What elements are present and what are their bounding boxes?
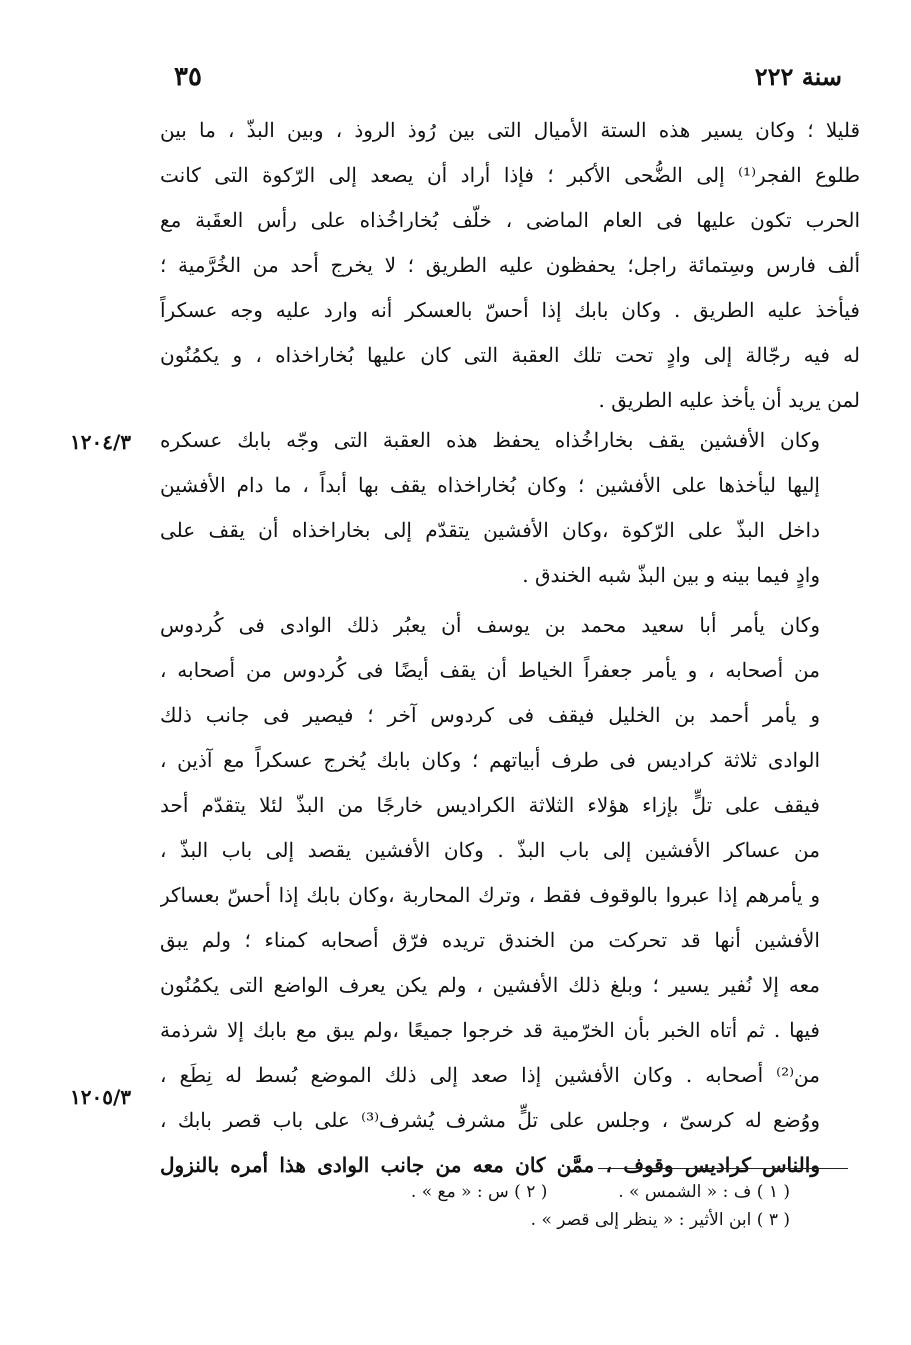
footnote-3: ( ٣ ) ابن الأثير : « ينظر إلى قصر » . (530, 1210, 790, 1230)
text-line: وكان الأفشين يقف بخاراخُذاه يحفظ هذه العقبة التى وجّه بابك عسكره (160, 428, 820, 452)
text-line: إليها ليأخذها على الأفشين ؛ وكان بُخاراخذاه يقف بها أبداً ، ما دام الأفشين (160, 473, 820, 497)
paragraph-1 (160, 108, 860, 423)
text-line: ألف فارس وسِتمائة راجل؛ يحفظون عليه الطريق ؛ لا يخرج أحد من الخُرَّمية ؛ (160, 253, 860, 277)
text-line: الحرب تكون عليها فى العام الماضى ، خلّف بُخاراخُذاه على رأس العقَبة مع (160, 208, 860, 232)
text-line: من عساكر الأفشين إلى باب البذّ . وكان الأفشين يقصد إلى باب البذّ ، (160, 838, 820, 862)
running-head-year: سنة ٢٢٢ (754, 62, 842, 91)
text-line: فيأخذ عليه الطريق . وكان بابك إذا أحسّ بالعسكر أنه وارد عليه وجه عسكراً (160, 298, 860, 322)
text-line: و يأمر أحمد بن الخليل فيقف فى كردوس آخر ؛ فيصير فى جانب ذلك (160, 703, 820, 727)
footnote-row (300, 1206, 790, 1234)
text-line: والناس كراديس وقوف ، ممَّن كان معه من جانب الوادى هذا أمره بالنزول (160, 1153, 820, 1177)
text-line: فيها . ثم أتاه الخبر بأن الخرّمية قد خرجوا جميعًا ،ولم يبق مع بابك إلا شرذمة (160, 1018, 820, 1042)
footnote-row (300, 1178, 790, 1206)
text-line: معه إلا نُفير يسير ؛ وبلغ ذلك الأفشين ، ولم يكن يعرف الواضع التى يكمُنُون (160, 973, 820, 997)
text-line: و يأمرهم إذا عبروا بالوقوف فقط ، وترك المحاربة ،وكان بابك إذا أحسّ بعساكر (160, 883, 820, 907)
footnote-2: ( ٢ ) س : « مع » . (410, 1182, 548, 1202)
page-number: ٣٥ (174, 62, 202, 92)
text-line: لمن يريد أن يأخذ عليه الطريق . (598, 388, 860, 412)
text-line: قليلا ؛ وكان يسير هذه الستة الأميال التى بين رُوذ الروذ ، وبين البذّ ، ما بين (160, 118, 860, 142)
text-line: وادٍ فيما بينه و بين البذّ شبه الخندق . (522, 563, 820, 587)
text-line: من أصحابه ، و يأمر جعفراً الخياط أن يقف أيضًا فى كُردوس من أصحابه ، (160, 658, 820, 682)
footnotes (300, 1178, 790, 1234)
paragraph-2 (160, 418, 820, 598)
footnote-divider (598, 1168, 848, 1169)
text-line: فيقف على تلٍّ بإزاء هؤلاء الثلاثة الكراديس خارجًا من البذّ لئلا يتقدّم أحد (160, 793, 820, 817)
text-line: ووُضع له كرسىّ ، وجلس على تلٍّ مشرف يُشرف⁽³⁾ على باب قصر بابك ، (160, 1108, 820, 1132)
margin-date-2: ١٢٠٥/٣ (70, 1085, 132, 1109)
text-line: الأفشين أنها قد تحركت من الخندق تريده فرّق أصحابه كمناء ؛ ولم يبق (160, 928, 820, 952)
page-header (160, 62, 842, 102)
paragraph-3 (160, 603, 820, 1188)
footnote-1: ( ١ ) ف : « الشمس » . (618, 1182, 790, 1202)
text-line: الوادى ثلاثة كراديس فى طرف أبياتهم ؛ وكان بابك يُخرج عسكراً مع آذين ، (160, 748, 820, 772)
text-line: طلوع الفجر⁽¹⁾ إلى الضُّحى الأكبر ؛ فإذا أراد أن يصعد إلى الرّكوة التى كانت (160, 163, 860, 187)
text-line: له فيه رجّالة إلى وادٍ تحت تلك العقبة التى كان عليها بُخاراخذاه ، و يكمُنُون (160, 343, 860, 367)
text-line: داخل البذّ على الرّكوة ،وكان الأفشين يتقدّم إلى بخاراخذاه أن يقف على (160, 518, 820, 542)
text-line: وكان يأمر أبا سعيد محمد بن يوسف أن يعبُر ذلك الوادى فى كُردوس (160, 613, 820, 637)
text-line: من⁽²⁾ أصحابه . وكان الأفشين إذا صعد إلى ذلك الموضع بُسط له نِطَع ، (160, 1063, 820, 1087)
margin-date-1: ١٢٠٤/٣ (70, 430, 132, 454)
